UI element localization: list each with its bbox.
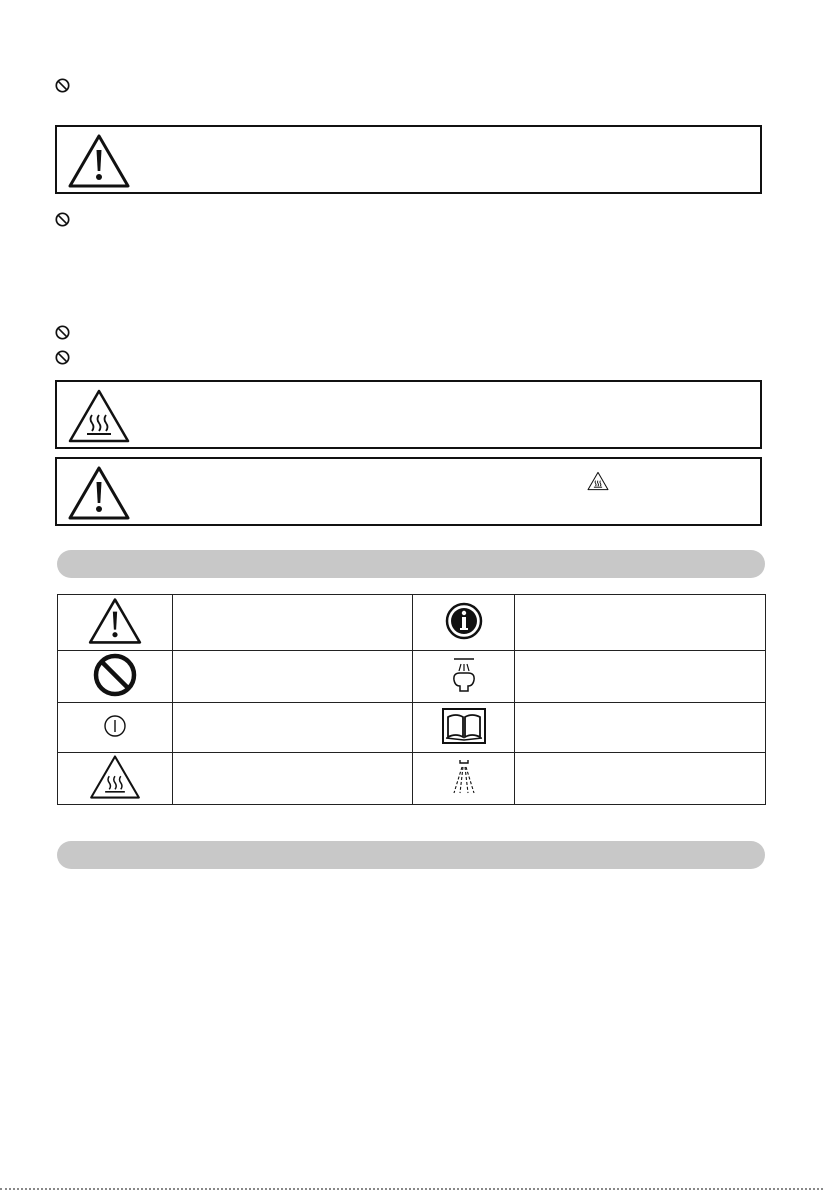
hot-surface-box	[55, 380, 762, 449]
symbol-description	[515, 651, 766, 703]
symbol-cell	[413, 595, 515, 651]
warning-triangle-icon	[67, 465, 131, 521]
symbol-cell	[58, 651, 173, 703]
section-header-bar	[57, 550, 765, 578]
warning-triangle-icon	[67, 133, 131, 189]
warning-triangle-icon	[86, 597, 144, 645]
symbol-cell	[58, 703, 173, 753]
warning-box	[55, 457, 762, 526]
symbol-description	[515, 703, 766, 753]
table-row	[58, 753, 766, 805]
symbols-table	[57, 594, 766, 805]
table-row	[58, 651, 766, 703]
prohibition-icon	[55, 78, 70, 93]
symbol-cell	[413, 703, 515, 753]
symbol-description	[515, 595, 766, 651]
symbol-description	[515, 753, 766, 805]
table-row	[58, 703, 766, 753]
prohibition-icon	[55, 325, 70, 340]
hot-surface-icon	[587, 471, 609, 491]
prohibition-icon	[55, 212, 70, 227]
symbol-description	[173, 595, 413, 651]
symbol-description	[173, 651, 413, 703]
nozzle-icon	[449, 656, 479, 694]
warning-box	[55, 125, 762, 194]
symbol-cell	[58, 595, 173, 651]
spray-icon	[444, 757, 484, 797]
symbol-description	[173, 753, 413, 805]
prohibition-icon	[55, 350, 70, 365]
symbol-description	[173, 703, 413, 753]
hot-surface-icon	[67, 388, 131, 444]
hot-surface-icon	[88, 754, 142, 800]
page-edge	[0, 1188, 823, 1190]
symbol-cell	[58, 753, 173, 805]
prohibition-icon	[92, 652, 138, 698]
section-header-bar	[57, 841, 765, 869]
symbol-cell	[413, 651, 515, 703]
power-icon	[103, 714, 127, 738]
symbol-cell	[413, 753, 515, 805]
info-circle-icon	[444, 601, 484, 641]
manual-book-icon	[441, 707, 487, 745]
table-row	[58, 595, 766, 651]
